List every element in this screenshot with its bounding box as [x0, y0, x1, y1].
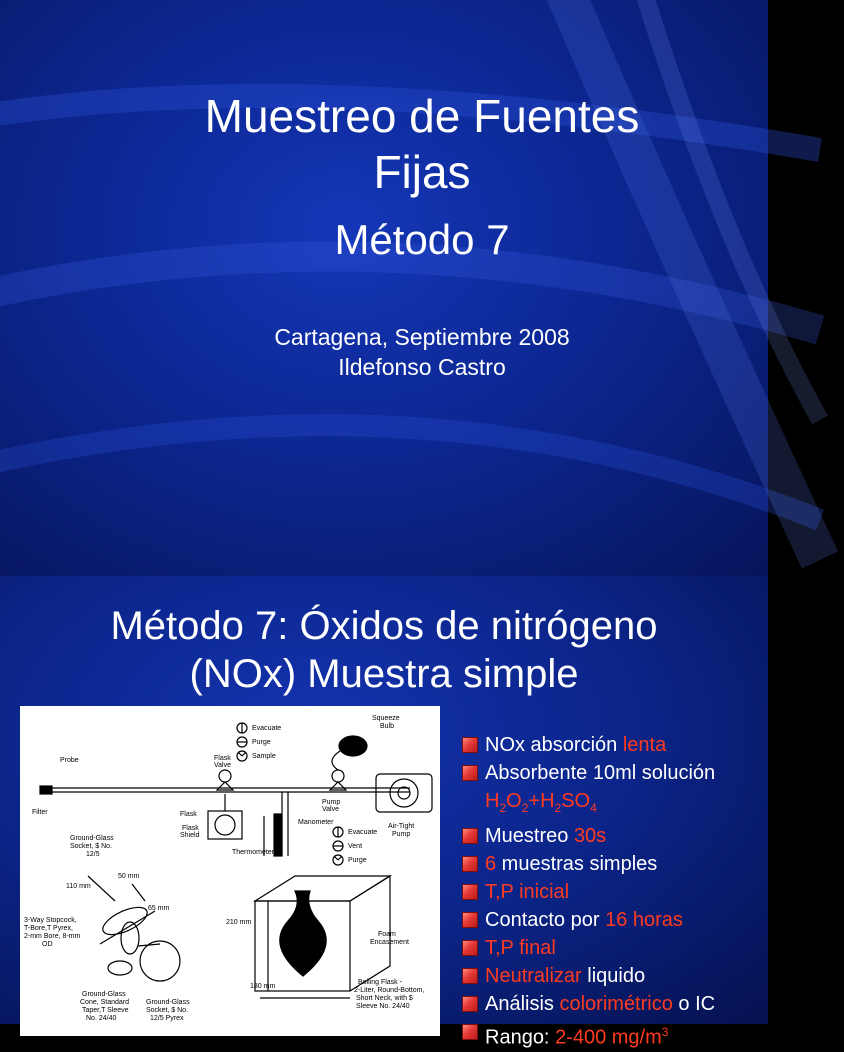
- label-filter: Filter: [32, 809, 48, 816]
- label-stopcock-4: OD: [42, 941, 53, 948]
- bullet-square-icon: [462, 856, 478, 872]
- bullet-text: liquido: [581, 965, 646, 987]
- bullet-text: NOx absorción: [485, 734, 623, 756]
- label-flask-valve-1: Flask: [214, 755, 231, 762]
- bullet-highlight: 6: [485, 853, 497, 875]
- bullet-text: Análisis: [485, 993, 560, 1015]
- label-flask-shield-1: Flask: [182, 825, 199, 832]
- bullet-square-icon: [462, 828, 478, 844]
- bullet-text: Contacto por: [485, 909, 606, 931]
- label-foam-2: Encasement: [370, 939, 409, 946]
- bullet-highlight: 2-400 mg/m: [555, 1026, 662, 1049]
- label-d50: 50 mm: [118, 873, 140, 880]
- title-line-2: (NOx) Muestra simple: [189, 652, 579, 696]
- bullet-final-tp: [458, 934, 768, 962]
- bullet-highlight: Neutralizar: [485, 965, 582, 987]
- bullet-neutralize: [458, 962, 768, 990]
- label-flask-valve-2: Valve: [214, 762, 231, 769]
- author: Ildefonso Castro: [338, 354, 506, 380]
- label-evacuate: Evacuate: [252, 725, 282, 732]
- bullet-square-icon: [462, 737, 478, 753]
- bullet-text: Muestreo: [485, 825, 574, 847]
- bullet-highlight: 16 horas: [605, 909, 683, 931]
- background-streaks: [0, 0, 768, 576]
- label-gg-cone-2: Cone, Standard: [80, 999, 130, 1006]
- label-d65: 65 mm: [148, 905, 170, 912]
- bullet-text: Rango:: [485, 1026, 556, 1049]
- label-d110: 110 mm: [66, 883, 91, 890]
- label-stopcock-1: 3-Way Stopcock,: [24, 917, 77, 924]
- label-pump-2: Pump: [392, 831, 411, 838]
- title-slide: [0, 0, 768, 576]
- title-line-2: Fijas: [373, 146, 471, 198]
- bullet-absorbent: [458, 759, 768, 822]
- label-gg-socket-1: Ground-Glass: [70, 835, 114, 842]
- label-d210: 210 mm: [226, 919, 252, 926]
- label-stopcock-2: T-Bore,T Pyrex,: [24, 925, 73, 932]
- label-gg-socket-b-3: 12/5 Pyrex: [150, 1015, 184, 1022]
- label-thermometer: Thermometer: [232, 849, 275, 856]
- label-gg-cone-1: Ground-Glass: [82, 991, 126, 998]
- label-pump-valve-2: Valve: [322, 806, 339, 813]
- label-flask: Flask: [180, 811, 197, 818]
- label-pump-1: Air-Tight: [388, 823, 415, 830]
- bullet-square-icon: [462, 1024, 478, 1040]
- bullet-square-icon: [462, 765, 478, 781]
- label-gg-socket-b-2: Socket, $ No.: [146, 1007, 189, 1014]
- place-date: Cartagena, Septiembre 2008: [274, 324, 570, 350]
- bullet-highlight: lenta: [622, 734, 667, 756]
- label-purge-2: Purge: [348, 857, 367, 864]
- label-gg-socket-3: 12/5: [86, 851, 100, 858]
- bullet-analysis: [458, 990, 768, 1018]
- bullet-text: muestras simples: [496, 853, 658, 875]
- label-gg-socket-b-1: Ground-Glass: [146, 999, 190, 1006]
- bullet-square-icon: [462, 884, 478, 900]
- label-boiling-2: 2-Liter, Round-Bottom,: [354, 987, 425, 994]
- bullet-absorption: [458, 731, 768, 759]
- bullet-list: [458, 731, 768, 1052]
- label-boiling-4: Sleeve No. 24/40: [356, 1003, 410, 1010]
- label-gg-cone-4: No. 24/40: [86, 1015, 117, 1022]
- bullet-highlight: colorimétrico: [559, 993, 673, 1015]
- bullet-superscript: 3: [661, 1025, 669, 1039]
- label-boiling-1: Boiling Flask -: [358, 979, 402, 986]
- bullet-highlight: T,P inicial: [485, 881, 570, 903]
- bullet-contact: [458, 906, 768, 934]
- slide-title: [0, 88, 844, 200]
- content-slide: [0, 576, 768, 1049]
- chemical-formula: $H_2O_2+H_2SO_4$: [485, 790, 597, 815]
- label-foam-1: Foam: [378, 931, 396, 938]
- bullet-text: o IC: [672, 993, 716, 1015]
- label-boiling-3: Short Neck, with $: [356, 995, 413, 1002]
- label-evacuate-2: Evacuate: [348, 829, 378, 836]
- label-gg-socket-2: Socket, $ No.: [70, 843, 113, 850]
- label-d180: 180 mm: [250, 983, 276, 990]
- sampling-train-diagram: [20, 706, 440, 1036]
- bullet-square-icon: [462, 940, 478, 956]
- label-gg-cone-3: Taper,T Sleeve: [82, 1007, 129, 1014]
- label-squeeze: Squeeze: [372, 715, 400, 722]
- bullet-text: Absorbente 10ml solución: [485, 762, 716, 784]
- bullet-sampling: [458, 822, 768, 850]
- label-manometer: Manometer: [298, 819, 334, 826]
- bullet-square-icon: [462, 996, 478, 1012]
- bullet-samples: [458, 850, 768, 878]
- bullet-initial-tp: [458, 878, 768, 906]
- label-pump-valve-1: Pump: [322, 799, 341, 806]
- method-heading: Método 7: [334, 216, 510, 263]
- label-purge: Purge: [252, 739, 271, 746]
- slide-subtitle: [0, 322, 844, 382]
- bullet-square-icon: [462, 968, 478, 984]
- label-bulb: Bulb: [380, 723, 395, 730]
- label-probe: Probe: [60, 757, 79, 764]
- bullet-range: [458, 1018, 768, 1052]
- bullet-highlight: 30s: [573, 825, 607, 847]
- title-line-1: Muestreo de Fuentes: [204, 90, 640, 142]
- label-flask-shield-2: Shield: [180, 832, 200, 839]
- label-vent: Vent: [348, 843, 363, 850]
- label-sample: Sample: [252, 753, 276, 760]
- label-stopcock-3: 2-mm Bore, 8-mm: [24, 933, 81, 940]
- bullet-square-icon: [462, 912, 478, 928]
- label-d7: 7 mm: [282, 933, 300, 940]
- slide-title: [0, 602, 768, 698]
- bullet-highlight: T,P final: [485, 937, 556, 959]
- title-line-1: Método 7: Óxidos de nitrógeno: [110, 604, 658, 648]
